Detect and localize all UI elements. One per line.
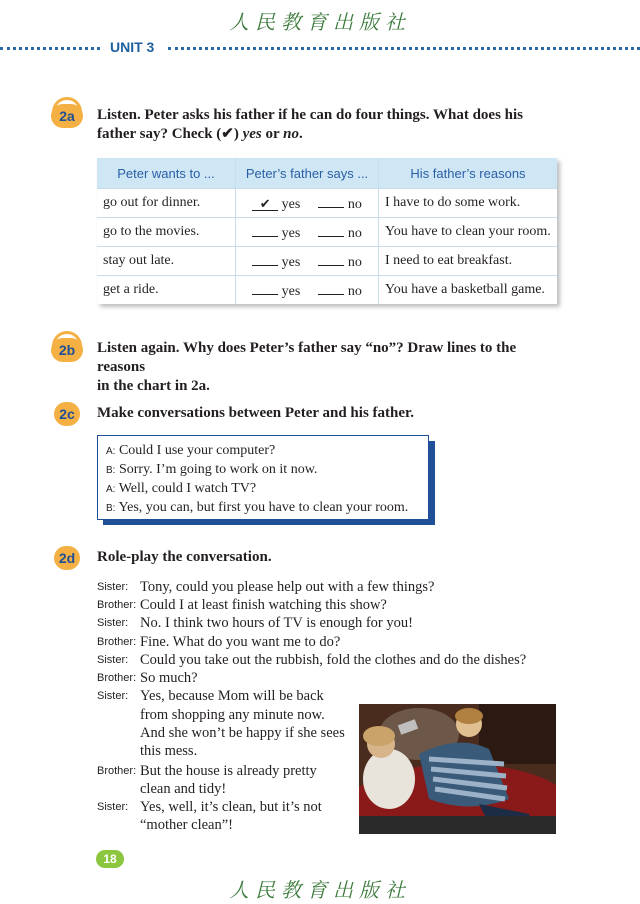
no-label: no (347, 225, 362, 241)
answer-cell (236, 276, 379, 305)
instruction-2c: Make conversations between Peter and his father. (97, 405, 415, 421)
table-2a (97, 158, 557, 304)
want-cell: go to the movies. (97, 218, 236, 247)
dialogue-line: from shopping any minute now. (140, 707, 325, 723)
role-label: Brother: (97, 765, 137, 777)
yes-label: yes (281, 196, 301, 212)
yes-label: yes (281, 254, 301, 270)
no-word: no (283, 126, 299, 142)
conversation-line (106, 480, 428, 499)
section-badge-2c: 2c (54, 402, 80, 426)
conversation-text: Could I use your computer? (118, 443, 276, 458)
yes-blank[interactable] (252, 252, 278, 266)
publisher-logo-top: 人民教育出版社 (229, 10, 411, 34)
role-label: Brother: (97, 599, 137, 611)
reason-cell: I need to eat breakfast. (379, 247, 558, 276)
conversation-box (97, 435, 429, 520)
answer-cell (236, 247, 379, 276)
conversation-line (106, 461, 428, 480)
instruction-2b-line1: Listen again. Why does Peter’s father say “no”? Draw lines to the reasons (97, 340, 517, 375)
role-label: Sister: (97, 581, 129, 593)
instruction-2a-line2 (97, 125, 557, 144)
period: . (299, 126, 303, 142)
siblings-photo (359, 704, 556, 834)
dialogue-line: And she won’t be happy if she sees (140, 725, 345, 741)
no-label: no (347, 283, 362, 299)
speaker-label: A: (106, 484, 116, 495)
dialogue-line: Yes, because Mom will be back (140, 688, 324, 704)
yes-label: yes (281, 283, 301, 299)
header-wants: Peter wants to ... (97, 158, 236, 189)
role-label: Sister: (97, 690, 129, 702)
yes-blank[interactable] (252, 223, 278, 237)
role-label: Sister: (97, 654, 129, 666)
yes-word: yes (242, 126, 262, 142)
header-reasons: His father’s reasons (379, 158, 558, 189)
role-label: Brother: (97, 636, 137, 648)
speaker-label: B: (106, 465, 116, 476)
section-badge-2a: 2a (51, 104, 83, 128)
dialogue-line: So much? (140, 670, 198, 686)
yes-blank[interactable]: ✔ (252, 197, 278, 211)
conversation-line (106, 499, 428, 518)
table-row (97, 247, 557, 276)
instruction-2d: Role-play the conversation. (97, 549, 272, 565)
role-label: Sister: (97, 617, 129, 629)
header-dots-left (0, 47, 100, 50)
instruction-2b (97, 339, 567, 396)
answer-cell (236, 189, 379, 218)
want-cell: stay out late. (97, 247, 236, 276)
want-cell: go out for dinner. (97, 189, 236, 218)
reason-cell: You have to clean your room. (379, 218, 558, 247)
dialogue-line: “mother clean”! (140, 817, 233, 833)
instruction-2a-line1: Listen. Peter asks his father if he can do four things. What does his (97, 107, 524, 123)
answer-cell (236, 218, 379, 247)
no-label: no (347, 254, 362, 270)
table-header-row (97, 158, 557, 189)
dialogue-line: Yes, well, it’s clean, but it’s not (140, 799, 322, 815)
speaker-label: A: (106, 446, 116, 457)
dialogue-line: Fine. What do you want me to do? (140, 634, 341, 650)
conversation-text: Well, could I watch TV? (118, 481, 257, 496)
yes-label: yes (281, 225, 301, 241)
no-blank[interactable] (318, 223, 344, 237)
conversation-text: Sorry. I’m going to work on it now. (118, 462, 318, 477)
dialogue-line: this mess. (140, 743, 198, 759)
or-word: or (261, 126, 284, 142)
section-badge-2d: 2d (54, 546, 80, 570)
dialogue-line: But the house is already pretty (140, 763, 317, 779)
header-says: Peter’s father says ... (236, 158, 379, 189)
publisher-logo-bottom: 人民教育出版社 (229, 878, 411, 902)
no-blank[interactable] (318, 252, 344, 266)
reason-cell: You have a basketball game. (379, 276, 558, 305)
photo-illustration (359, 704, 556, 834)
want-cell: get a ride. (97, 276, 236, 305)
conversation-lines (98, 436, 428, 518)
role-label: Brother: (97, 672, 137, 684)
instruction-2a-pre: father say? Check (✔) (97, 126, 243, 142)
section-badge-2b: 2b (51, 338, 83, 362)
table-row (97, 218, 557, 247)
conversation-text: Yes, you can, but first you have to clean your room. (118, 500, 409, 515)
role-label: Sister: (97, 801, 129, 813)
dialogue-line: No. I think two hours of TV is enough for you! (140, 615, 413, 631)
dialogue-line: Tony, could you please help out with a few things? (140, 579, 435, 595)
instruction-2b-line2: in the chart in 2a. (97, 378, 210, 394)
header-dots-right (168, 47, 640, 50)
unit-label: UNIT 3 (110, 39, 155, 55)
instruction-2a (97, 106, 557, 144)
yes-blank[interactable] (252, 281, 278, 295)
speaker-label: B: (106, 503, 116, 514)
no-blank[interactable] (318, 281, 344, 295)
no-label: no (347, 196, 362, 212)
conversation-line (106, 442, 428, 461)
page-number: 18 (96, 850, 124, 868)
dialogue-line: Could I at least finish watching this show? (140, 597, 387, 613)
no-blank[interactable] (318, 194, 344, 208)
dialogue-line: clean and tidy! (140, 781, 227, 797)
dialogue-line: Could you take out the rubbish, fold the clothes and do the dishes? (140, 652, 527, 668)
table-row (97, 189, 557, 218)
reason-cell: I have to do some work. (379, 189, 558, 218)
table-row (97, 276, 557, 305)
